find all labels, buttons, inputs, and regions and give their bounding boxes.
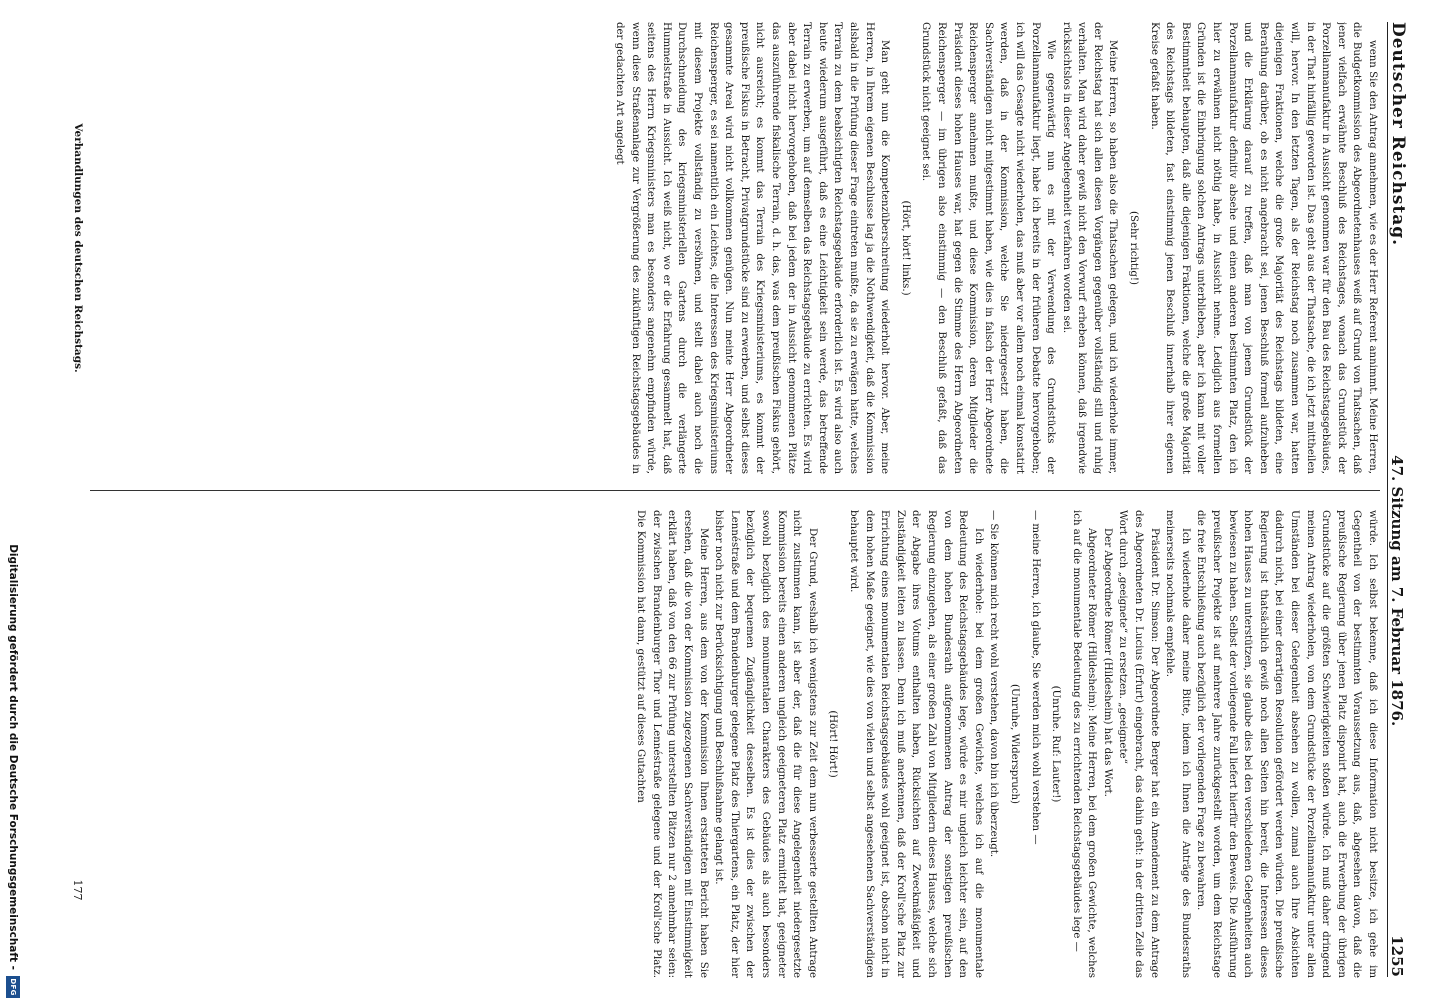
paragraph: Man geht nun die Kompetenzüberschreitung wiederholt hervor. Aber, meine Herren, in Ihrem eigenen Beschlusse lag ja die Nothwendigkeit, daß die Kommission alsbald in die Prüfung dieser Frage eintreten mußte, da sie zu erwägen hatte, welches Terrain zu dem beabsichtigten Reichstagsgebäude erforderlich ist. Es wird also auch heute wiederum ausgeführt, daß es eine Leichtigkeit sein werde, das betreffende Terrain zu erwerben, um auf demselben das Reichstagsgebäude zu errichten. Es wird aber dabei nicht hervorgehoben, daß bei jedem der in Aussicht genommenen Plätze das auszuführende fiskalische Terrain, d. h. das, was dem preußischen Fiskus gehört, nicht ausreicht; es kommt das Terrain des Kriegsministeriums, es kommt der preußische Fiskus in Betracht, Privatgrundstücke sind zu erwerben, und selbst dieses gesammte Areal wird nicht vollkommen genügen. Nun meinte Herr Abgeordneter Reichensperger, es sei namentlich ein Leichtes, die Interessen des Kriegsministeriums mit diesem Projekte vollständig zu versöhnen, und stellt dabei auch noch die Durchschneidung des kriegsministeriellen Gartens durch die verlängerte Hummelstraße in Aussicht. Ich weiß nicht, wo er die Erfahrung gesammelt hat, daß seitens des Herrn Kriegsministers man es besonders angenehm empfinden würde, wenn diese Straßenanlage zur Vergrößerung des zukünftigen Reichstagsgebäudes in der gedachten Art angelegt <box>614 22 891 474</box>
paragraph: Meine Herren, aus dem von der Kommission Ihnen erstatteten Bericht haben Sie ersehen, daß die von der Kommission zugezogenen Sachverständigen mit Einstimmigkeit erklärt haben, daß von den 66 zur Prüfung unterstellten Plätzen nur 2 annehmbar seien: der zwischen Brandenburger Thor und Lennéstraße gelegene und der Kroll'sche Platz. Die Kommission hat dann, gestützt auf dieses Gutachten <box>635 510 709 978</box>
paragraph: Der Abgeordnete Römer (Hildesheim) hat das Wort. <box>1101 528 1113 797</box>
interjection: (Unruhe, Widerspruch) <box>1008 683 1020 804</box>
paragraph: Ich wiederhole daher meine Bitte, indem ich Ihnen die Anträge des Bundesraths meinerseits nochmals empfehle. <box>1164 510 1191 978</box>
header-session: 47. Sitzung am 7. Februar 1876. <box>1388 455 1406 727</box>
paragraph: Meine Herren, so haben also die Thatsachen gelegen, und ich wiederhole immer, der Reichstag hat sich allen diesen Vorgängen gegenüber vollständig still und ruhig verhalten. Man wird daher gewiß nicht den Vorwurf erheben können, daß irgendwie rücksichtslos in dieser Angelegenheit verfahren worden sei. <box>1060 22 1119 474</box>
running-footer-title: Verhandlungen des deutschen Reichstags. <box>72 123 84 373</box>
signature-mark: 177 <box>71 879 84 901</box>
digitization-note <box>4 2 22 998</box>
page-number: 1255 <box>1388 935 1406 977</box>
paragraph: würde. Ich selbst bekenne, daß ich diese Information nicht besitze, ich gehe im Gegentheil von der bestimmten Voraussetzung aus, daß, abgesehen davon, daß die preußische Regierung über jenen Platz disponirt hat, auch die Erwerbung der übrigen Grundstücke auf die größten Schwierigkeiten stoßen würde. Ich muß daher dringend meinen Antrag wiederholen, von dem Grundstücke der Porzellanmanufaktur unter allen Umständen bei dieser Gelegenheit absehen zu wollen, zumal auch Ihre Absichten dadurch nicht, bei einer derartigen Resolution gefördert werden würden. Die preußische Regierung ist thatsächlich gewiß noch allen Seiten hin bereit, die Interessen dieses hohen Hauses zu unterstützen, sie glaube dies bei den verschiedenen Gelegenheiten auch bewiesen zu haben. Selbst der vorliegende Fall liefert hierfür den Beweis. Die Ausführung preußischer Projekte ist auf mehrere Jahre zurückgestellt worden, um dem Reichstage die freie Entschließung auch bezüglich der vorliegenden Frage zu bewahren. <box>1195 510 1378 978</box>
paragraph: — Sie können mich recht wohl verstehen, davon bin ich überzeugt. <box>988 510 1000 858</box>
column-divider <box>90 490 1380 491</box>
paragraph: Der Grund, weshalb ich wenigstens zur Zeit dem nun verbesserte gestellten Antrage nicht zustimmen kann, ist aber der, daß die für diese Angelegenheit niedergesetzte Kommission bereits einen anderen ungleich geeigneteren Platz ermittelt hat, geeigneter sowohl bezüglich des monumentalen Charakters des Gebäudes als auch besonders bezüglich der bequemen Zugänglichkeit desselben. Es ist dies der zwischen der Lennéstraße und dem Brandenburger gelegene Platz des Thiergartens, ein Platz, der hier bisher noch nicht zur Berücksichtigung und Beschlußnahme gelangt ist. <box>713 510 818 978</box>
text-column-right <box>90 510 1380 978</box>
interjection: (Hört, hört! links.) <box>899 200 911 296</box>
page-header <box>1387 22 1414 977</box>
paragraph: Wie gegenwärtig nun es mit der Verwendung des Grundstücks der Porzellanmanufaktur liegt, habe ich bereits in der früheren Debatte hervorgehoben; ich will das Gesagte nicht wiederholen, das muß aber vor allem noch einmal konstatirt werden, daß in der Kommission, welche Sie niedergesetzt haben, die Sachverständigen nicht mitgestimmt haben, wie dies in falsch der Herr Abgeordnete Reichensperger annehmen mußte, und diese Kommission, deren Mitglieder die Präsident dieses hohen Hauses war, hat gegen die Stimme des Herrn Abgeordneten Reichensperger — im übrigen also einstimmig — den Beschluß gefaßt, daß das Grundstück nicht geeignet sei. <box>920 22 1057 474</box>
interjection: (Sehr richtig!) <box>1128 211 1140 285</box>
dfg-logo-icon: DFG <box>6 976 20 998</box>
paragraph: Präsident Dr. Simson: Der Abgeordnete Berger hat ein Amendement zu dem Antrage des Abgeordneten Dr. Lucius (Erfurt) eingebracht, das dahin geht: in der dritten Zeile das Wort durch „geeignete“ zu ersetzen. „geeignete“ <box>1117 510 1160 978</box>
interjection: (Unruhe. Ruf: Lauter!) <box>1050 685 1062 803</box>
paragraph: Abgeordneter Römer (Hildesheim): Meine Herren, bei dem großen Gewichte, welches ich auf die monumentale Bedeutung des zu errichtenden Reichstagsgebäudes lege — <box>1070 510 1098 978</box>
interjection: (Hört! Hört!) <box>827 710 839 778</box>
paragraph: — meine Herren, ich glaube, Sie werden mich wohl verstehen — <box>1029 510 1041 845</box>
paragraph: wenn Sie den Antrag annehmen, wie es der Herr Referent annimmt. Meine Herren, die Budgetkommission des Abgeordnetenhauses weiß auf Grund von Thatsachen, daß jener vielfach erwähnte Beschluß des Reichstages, wonach das Grundstück der Porzellanmanufaktur in Aussicht genommen war für den Bau des Reichstagsgebäudes, in der That hinfällig geworden ist. Das geht aus der Thatsache, die ich jetzt mittheilen will, hervor. In den letzten Tagen, als der Reichstag noch zusammen war, hatten diejenigen Fraktionen, welche die große Majorität des Reichstags bildeten, eine Berathung darüber, ob es nicht angebracht sei, jenen Beschluß formell aufzuheben und die Erklärung darauf zu treffen, daß man von jenem Grundstück der Porzellanmanufaktur definitiv absehe und einen anderen bestimmten Platz, den ich hier zu erwähnen nicht nöthig habe, in Aussicht nehme. Lediglich aus formellen Gründen ist die Einbringung solchen Antrags unterblieben, aber ich kann mit voller Bestimmtheit behaupten, daß alle diejenigen Fraktionen, welche die große Majorität des Reichstags bildeten, fast einstimmig jenen Beschluß innerhalb ihrer eigenen Kreise gefaßt haben. <box>1148 22 1378 474</box>
text-column-left <box>90 22 1380 474</box>
header-title: Deutscher Reichstag. <box>1388 22 1408 247</box>
paragraph: Ich wiederhole: bei dem großen Gewichte, welches ich auf die monumentale Bedeutung des Reichstagsgebäudes lege, würde es mir ungleich leichter sein, auf den von dem hohen Bundesrath aufgenommenen Antrag der sonstigen preußischen Regierung einzugehen, als einer großen Zahl von Mitgliedern dieses Hauses, welche sich der Abgabe ihres Votums enthalten haben, Rücksichten auf Zweckmäßigkeit und Zuständigkeit leiten zu lassen. Denn ich muß anerkennen, daß der Kroll'sche Platz zur Errichtung eines monumentalen Reichstagsgebäudes wohl geeignet ist, obschon nicht in dem hohen Maße geeignet, wie dies von vielen und selbst angesehenen Sachverständigen behauptet wird. <box>848 510 984 978</box>
digitization-text: Digitalisierung gefördert durch die Deutsche Forschungsgemeinschaft - <box>7 544 19 970</box>
